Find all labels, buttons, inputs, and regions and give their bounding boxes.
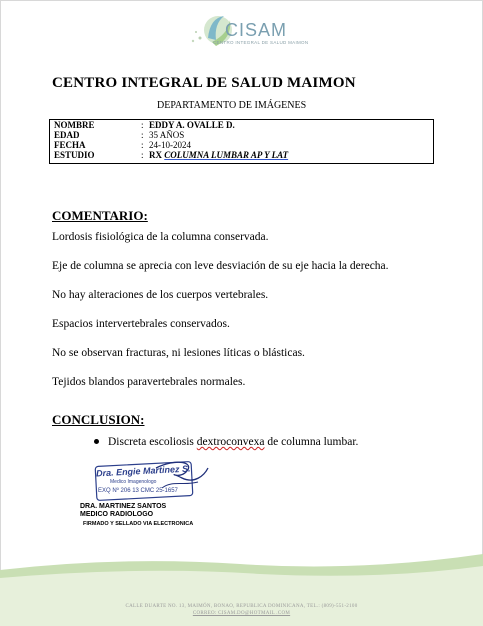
page-title: CENTRO INTEGRAL DE SALUD MAIMON [52, 75, 356, 91]
department-label: DEPARTAMENTO DE IMÁGENES [157, 100, 307, 111]
comentario-heading: COMENTARIO: [52, 208, 148, 223]
signed-note: FIRMADO Y SELLADO VIA ELECTRONICA [83, 521, 194, 527]
study-value-wrap [149, 150, 288, 161]
name-label: NOMBRE [54, 120, 95, 130]
footer-email-link[interactable]: CORREO: CISAM.DO@HOTMAIL .COM [192, 611, 291, 616]
date-value: 24-10-2024 [149, 140, 191, 150]
study-separator: : [141, 150, 144, 160]
study-label: ESTUDIO [54, 150, 95, 160]
date-separator: : [141, 140, 144, 150]
study-prefix: RX [149, 150, 162, 160]
study-value: COLUMNA LUMBAR AP Y LAT [164, 150, 289, 160]
age-label: EDAD [54, 130, 80, 140]
comentario-line: Eje de columna se aprecia con leve desviación de su eje hacia la derecha. [52, 260, 389, 272]
logo-subtitle: CENTRO INTEGRAL DE SALUD MAIMON [213, 40, 309, 45]
comentario-line: Espacios intervertebrales conservados. [52, 318, 230, 330]
conclusion-flagged-word: dextroconvexa [196, 436, 265, 448]
stamp-exequatur: EXQ Nº 206 13 CMC 25-1657 [98, 488, 178, 494]
comentario-line: Lordosis fisiológica de la columna conservada. [52, 231, 269, 243]
stamp-name: Dra. Engie Martinez S. [95, 463, 191, 479]
conclusion-heading: CONCLUSION: [52, 412, 145, 427]
comentario-line: No se observan fracturas, ni lesiones líticas o blásticas. [52, 347, 305, 359]
logo-name: CISAM [225, 20, 288, 40]
bullet-icon [94, 439, 99, 444]
age-separator: : [141, 130, 144, 140]
name-value: EDDY A. OVALLE D. [149, 120, 235, 130]
conclusion-item [94, 436, 358, 448]
conclusion-text-end: de columna lumbar. [264, 436, 359, 448]
doctor-role: MEDICO RADIOLOGO [80, 511, 154, 518]
date-label: FECHA [54, 140, 86, 150]
stamp-role: Medico Imagenologo [110, 479, 157, 485]
name-separator: : [141, 120, 144, 130]
age-value: 35 AÑOS [149, 130, 185, 140]
patient-info-box [49, 119, 434, 164]
comentario-line: No hay alteraciones de los cuerpos vertebrales. [52, 289, 269, 301]
conclusion-text-start: Discreta escoliosis [108, 436, 197, 448]
footer-address: CALLE DUARTE NO. 13, MAIMÓN, BONAO, REPUBLICA DOMINICANA, TEL.: (809)-551-2100 [125, 604, 358, 609]
comentario-line: Tejidos blandos paravertebrales normales. [52, 376, 246, 388]
doctor-name: DRA. MARTINEZ SANTOS [80, 503, 167, 510]
